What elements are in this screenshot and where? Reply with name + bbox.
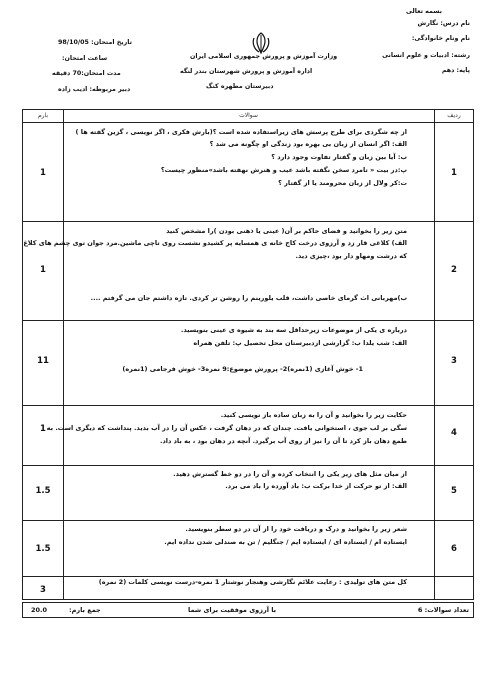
basmala: بسمه تعالی <box>405 8 442 15</box>
column-divider <box>63 110 64 599</box>
field-of-study: رشته: ادبیات و علوم انسانی <box>382 52 470 59</box>
exam-duration: مدت امتحان:70 دقیقه <box>52 70 121 77</box>
student-name-field: نام ونام خانوادگی: <box>411 35 470 42</box>
question-line: کل متن های تولیدی : رعایت علائم نگارشی وهنجار نوشتار 1 نمره-درست نویسی کلمات (2 نمره) <box>98 578 407 586</box>
good-luck-message: با آرزوی موفقیت برای شما <box>188 606 277 614</box>
question-line: حکایت زیر را بخوانید و آن را به زبان ساده باز نویسی کنید. <box>220 411 407 419</box>
column-divider <box>434 110 435 599</box>
column-header-score: بارم <box>37 112 49 119</box>
row-divider <box>23 405 473 406</box>
questions-table <box>22 109 474 600</box>
question-line: که درشت ومهاو دار بود ،چیزی دید. <box>295 252 407 260</box>
question-count: تعداد سوالات: 6 <box>417 606 469 614</box>
question-line: از میان مثل های زیر یکی را انتخاب کرده و آن را در دو خط گسترش دهید. <box>173 470 407 478</box>
row-score: 11 <box>37 356 49 366</box>
row-number: 6 <box>451 544 457 554</box>
course-name: نام درس: نگارش <box>417 20 470 27</box>
total-score-label: جمع بارم: <box>69 606 101 614</box>
question-line: الف: از تو حرکت از خدا برکت ب: باد آورده را باد می برد. <box>225 482 407 490</box>
row-score: 1 <box>40 265 46 275</box>
row-number: 3 <box>451 356 457 366</box>
question-line: درباره ی یکی از موضوعات زیرحداقل سه بند به شیوه ی عینی بنویسید. <box>180 326 407 334</box>
row-divider <box>23 122 473 123</box>
total-score-value: 20.0 <box>31 606 48 614</box>
question-line: طمع دهان باز کرد تا آن را نیز از روی آب برگیرد. آنچه در دهان بود ، به باد داد. <box>159 437 407 445</box>
row-number: 4 <box>451 428 457 438</box>
exam-footer <box>22 602 474 618</box>
question-line: الف: شب یلدا ب: گزارشی ازدبیرستان محل تحصیل پ: تلفن همراه <box>193 339 407 347</box>
row-score: 1.5 <box>35 486 51 496</box>
question-line: الف) کلاغی قار زد و آرزوی درخت کاج خانه ی همسایه پر کشیدو نشست روی تاچی ماشین.مرد جوان توی چشم های کلاغ <box>23 239 407 247</box>
question-line: ب)مهربانی اث گرمای خاصی داشت، قلب یلورینم را روشن تر کردی. تازه داشتم جان می گرفتم .... <box>90 294 407 302</box>
question-line: متن زیر را بخوانید و فضای حاکم بر آن( عینی یا ذهنی بودن )را مشخص کنید <box>166 227 407 235</box>
exam-header <box>22 8 474 120</box>
row-divider <box>23 520 473 521</box>
row-score: 1 <box>40 424 46 434</box>
row-score: 1 <box>40 168 46 178</box>
row-score: 1.5 <box>35 544 51 554</box>
exam-time: ساعت امتحان: <box>62 55 108 62</box>
row-number: 2 <box>451 265 457 275</box>
row-score: 3 <box>40 585 46 595</box>
question-line: ایستاده ام / ایستاده ای / ایستاده ایم / جنگلیم / تن به صندلی شدن نداده ایم. <box>164 538 407 546</box>
row-number: 1 <box>451 168 457 178</box>
row-divider <box>23 465 473 466</box>
row-divider <box>23 221 473 222</box>
question-line: از چه شگردی برای طرح پرسش های زیراستفاده شده است ؟(بارش فکری ، اگر نویسی ، گزین گفته ها ) <box>75 128 407 136</box>
directorate-name: اداره آموزش و پرورش شهرستان بندر لنگه <box>180 68 313 75</box>
question-line: پ:در بیت « تامرد سخن نگفته باشد عیب و هنرش نهفته باشد»منظور چیست؟ <box>160 166 407 174</box>
question-line: ت:کر ولال از زبان محرومند یا از گفتار ؟ <box>278 179 407 187</box>
scoring-guide: 1- خوش آغازی (1نمره)2- پرورش موضوع:9 نمره3- خوش فرجامی (1نمره) <box>122 365 363 373</box>
row-number: 5 <box>451 486 457 496</box>
grade-level: پایه: دهم <box>441 67 470 74</box>
school-name: دبیرستان مطهره کنگ <box>206 83 274 90</box>
question-line: شعر زیر را بخوانید و درک و دریافت خود را از آن در دو سطر بنویسید. <box>185 525 407 533</box>
question-line: الف: اگر انسان از زبان بی بهره بود زندگی او چگونه می شد ؟ <box>209 140 407 148</box>
column-header-questions: سوالات <box>239 112 258 119</box>
teacher-name: دبیر مربوطه: ادیب زاده <box>58 86 131 93</box>
ministry-name: وزارت آموزش و پرورش جمهوری اسلامی ایران <box>190 53 338 60</box>
row-divider <box>23 320 473 321</box>
exam-date: تاریخ امتحان: 98/10/05 <box>58 39 132 46</box>
column-header-row: ردیف <box>447 112 461 119</box>
question-line: ب: آیا بین زبان و گفتار تفاوت وجود دارد ؟ <box>271 153 407 161</box>
question-line: سگی بر لب جوی ، استخوانی یافت. چندان که در دهان گرفت ، عکس آن را در آب بدید. پنداشت که دیگری است. به <box>46 424 407 432</box>
